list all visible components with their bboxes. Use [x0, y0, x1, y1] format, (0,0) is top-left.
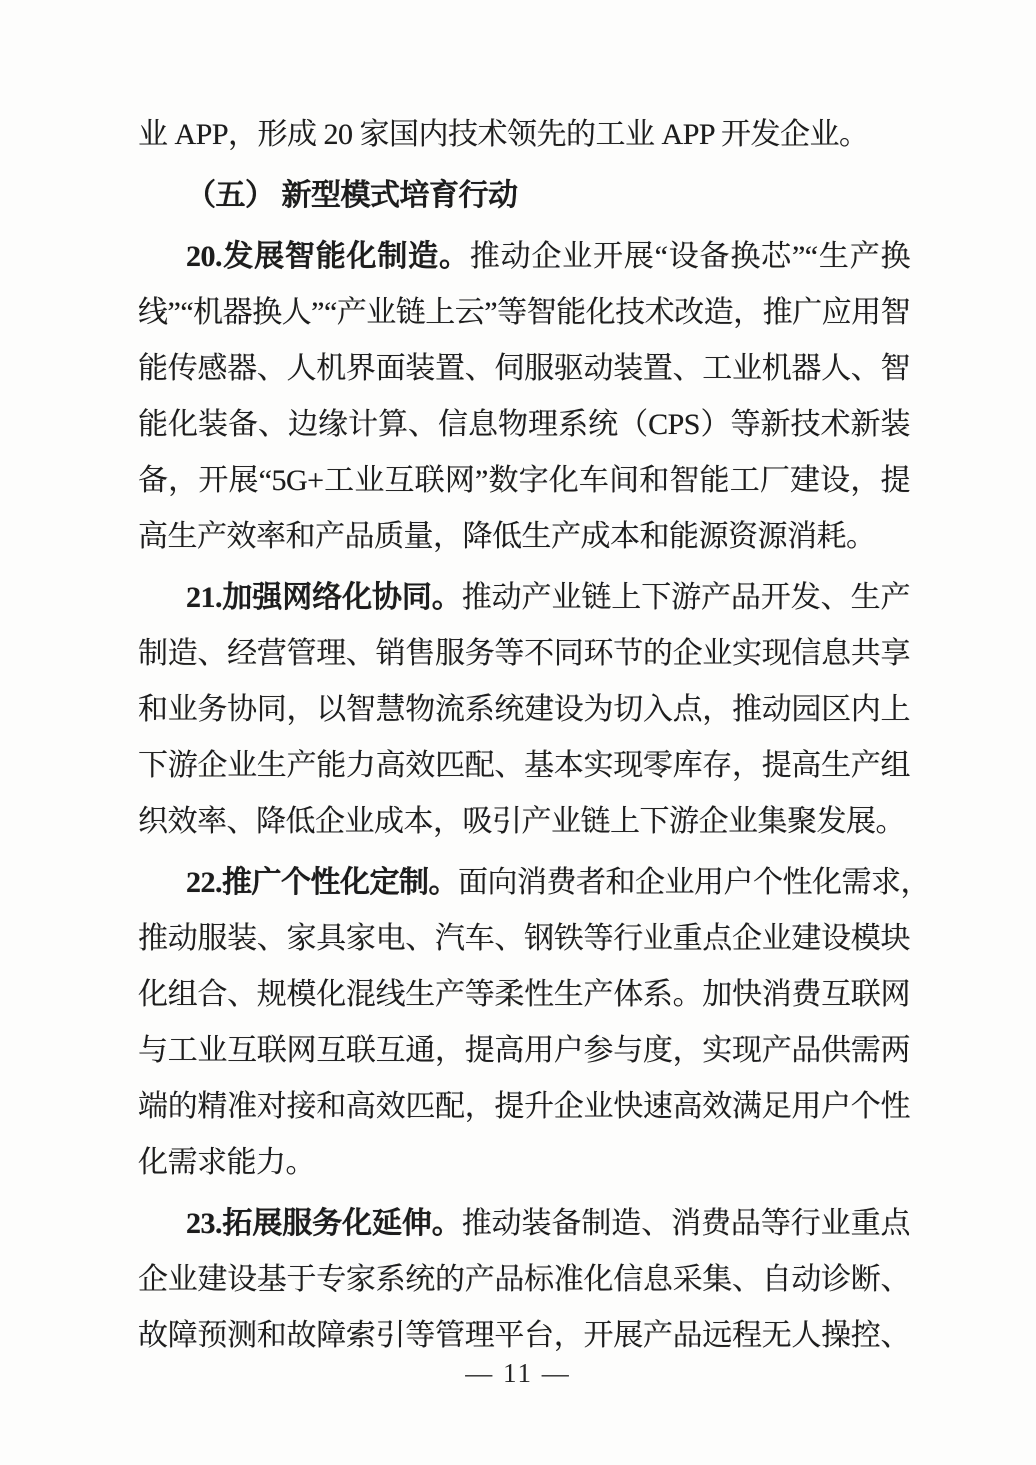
- line-text: 线”“机器换人”“产业链上云”等智能化技术改造，推广应用智: [138, 296, 911, 329]
- text-line: [138, 285, 910, 341]
- text-line: [138, 1079, 910, 1135]
- paragraph-lead-bold: 23.拓展服务化延伸。: [186, 1207, 462, 1240]
- text-line: [138, 682, 910, 738]
- line-text: 化组合、规模化混线生产等柔性生产体系。加快消费互联网: [138, 978, 910, 1011]
- text-line: [138, 794, 910, 850]
- line-text: 织效率、降低企业成本，吸引产业链上下游企业集聚发展。: [138, 805, 905, 838]
- line-text: 下游企业生产能力高效匹配、基本实现零库存，提高生产组: [138, 749, 910, 782]
- paragraph-start-line: [138, 570, 910, 626]
- text-line: [138, 509, 910, 565]
- text-line: [138, 453, 910, 509]
- paragraph-start-line: [138, 1196, 910, 1252]
- paragraph-lead-bold: 21.加强网络化协同。: [186, 581, 462, 614]
- line-text: 与工业互联网互联互通，提高用户参与度，实现产品供需两: [138, 1034, 910, 1067]
- paragraph-start-line: [138, 855, 930, 911]
- line-text: 能化装备、边缘计算、信息物理系统（CPS）等新技术新装: [138, 408, 910, 441]
- paragraph-lead-bold: 22.推广个性化定制。: [186, 866, 458, 899]
- line-text: 推动企业开展“设备换芯”“生产换: [469, 240, 911, 273]
- line-text: 推动产业链上下游产品开发、生产: [461, 581, 911, 614]
- text-line: [138, 341, 910, 397]
- text-line: [138, 1135, 910, 1191]
- text-line: [138, 911, 910, 967]
- text-line: [138, 397, 910, 453]
- document-text-block: [138, 107, 930, 1364]
- section-heading-line: [138, 168, 910, 224]
- line-text: 和业务协同，以智慧物流系统建设为切入点，推动园区内上: [138, 693, 910, 726]
- line-text: 面向消费者和企业用户个性化需求，: [458, 866, 930, 899]
- line-text: 高生产效率和产品质量，降低生产成本和能源资源消耗。: [138, 520, 876, 553]
- text-line: [138, 107, 910, 163]
- text-line: [138, 1023, 910, 1079]
- line-text: 能传感器、人机界面装置、伺服驱动装置、工业机器人、智: [138, 352, 910, 385]
- line-text: 企业建设基于专家系统的产品标准化信息采集、自动诊断、: [138, 1263, 910, 1296]
- line-text: 业 APP，形成 20 家国内技术领先的工业 APP 开发企业。: [138, 118, 869, 151]
- line-text: 端的精准对接和高效匹配，提升企业快速高效满足用户个性: [138, 1090, 910, 1123]
- text-line: [138, 626, 910, 682]
- text-line: [138, 738, 910, 794]
- paragraph-start-line: [138, 229, 910, 285]
- text-line: [138, 1308, 910, 1364]
- text-line: [138, 1252, 910, 1308]
- line-text: 推动装备制造、消费品等行业重点: [461, 1207, 911, 1240]
- paragraph-lead-bold: 20.发展智能化制造。: [186, 240, 470, 273]
- line-text: 推动服装、家具家电、汽车、钢铁等行业重点企业建设模块: [138, 922, 910, 955]
- line-text: 化需求能力。: [138, 1146, 315, 1179]
- section-heading-text: （五） 新型模式培育行动: [186, 179, 518, 212]
- text-line: [138, 967, 910, 1023]
- line-text: 故障预测和故障索引等管理平台，开展产品远程无人操控、: [138, 1319, 910, 1352]
- line-text: 备，开展“5G+工业互联网”数字化车间和智能工厂建设，提: [138, 464, 910, 497]
- line-text: 制造、经营管理、销售服务等不同环节的企业实现信息共享: [138, 637, 910, 670]
- page-number: — 11 —: [465, 1358, 571, 1388]
